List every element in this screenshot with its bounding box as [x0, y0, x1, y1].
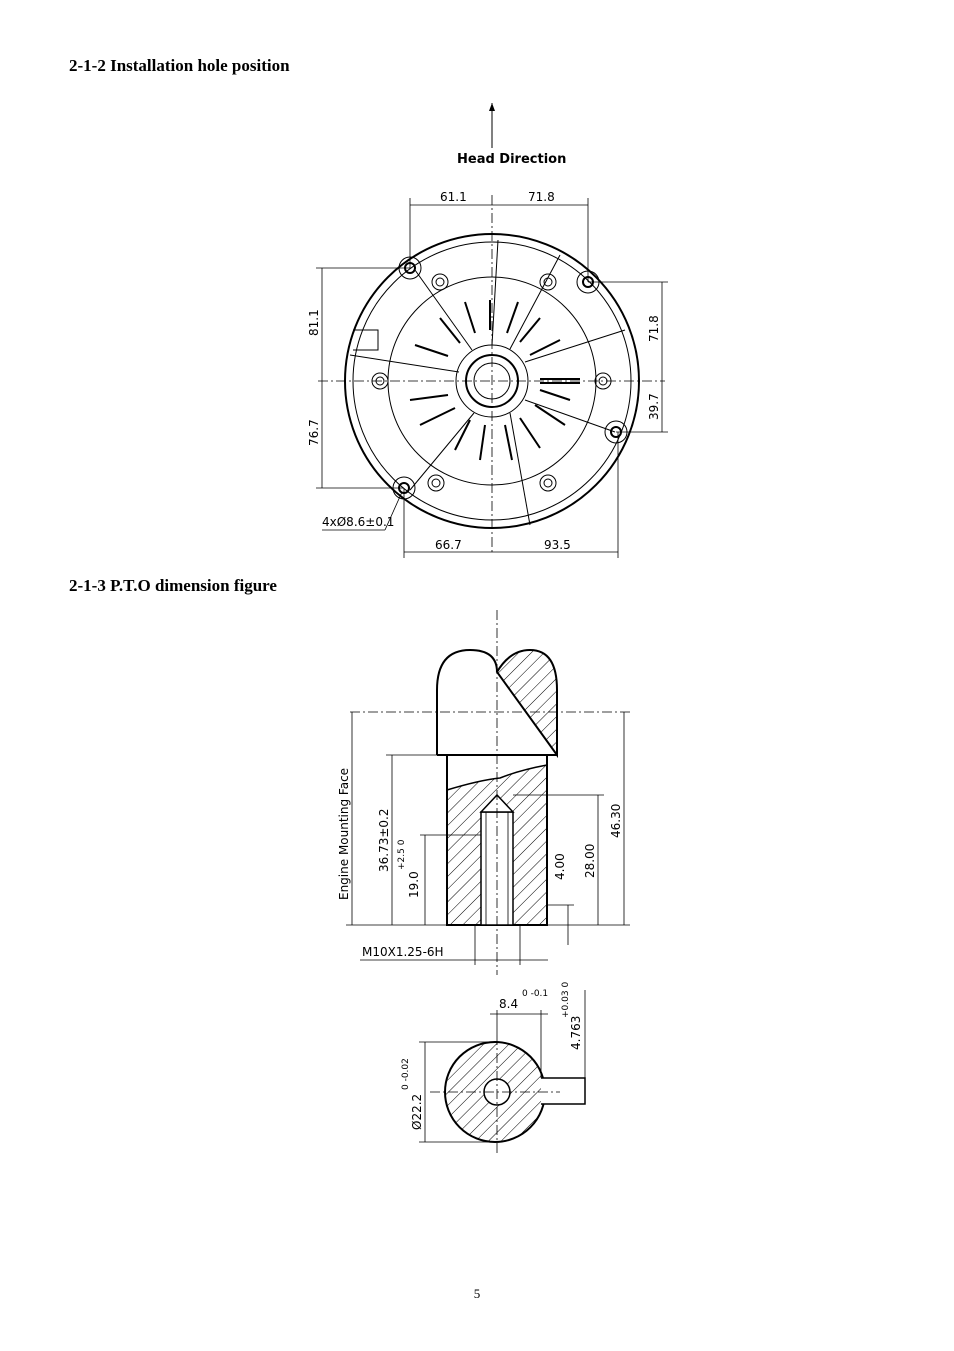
dim-right-upper: 71.8 [647, 315, 661, 342]
dim-4763-tolerance: +0.03 0 [561, 981, 571, 1018]
thread-spec: M10X1.25-6H [362, 945, 444, 959]
dim-right-lower: 39.7 [647, 393, 661, 420]
dim-left-upper: 81.1 [307, 309, 321, 336]
dim-bottom-right: 93.5 [544, 538, 571, 552]
dim-222-tolerance: 0 -0.02 [401, 1058, 411, 1090]
dim-19-tolerance: +2.5 0 [397, 839, 407, 870]
dim-84-tolerance: 0 -0.1 [522, 989, 549, 999]
hole-callout: 4xØ8.6±0.1 [322, 515, 395, 529]
dim-19: 19.0 [407, 871, 421, 898]
shaft-end-section [497, 650, 557, 755]
installation-drawing [307, 103, 668, 558]
dim-top-left: 61.1 [440, 190, 467, 204]
dim-4763: 4.763 [569, 1015, 583, 1050]
heading-pto-dimension-figure: 2-1-3 P.T.O dimension figure [69, 576, 277, 595]
heading-installation-hole-position: 2-1-2 Installation hole position [69, 56, 290, 75]
key-slot [541, 1078, 585, 1104]
page-number: 5 [473, 1286, 481, 1301]
dim-bottom-left: 66.7 [435, 538, 462, 552]
dim-28: 28.00 [583, 843, 597, 878]
dim-left-lower: 76.7 [307, 419, 321, 446]
shaft-end-left [437, 650, 497, 755]
mounting-holes [372, 257, 627, 499]
dim-84: 8.4 [499, 997, 519, 1011]
dim-top-right: 71.8 [528, 190, 555, 204]
dim-46: 46.30 [609, 803, 623, 838]
dim-222: Ø22.2 [410, 1093, 424, 1130]
head-direction-label: Head Direction [457, 152, 567, 167]
dim-4: 4.00 [553, 853, 567, 880]
engine-mounting-face-label: Engine Mounting Face [337, 767, 351, 900]
pto-drawing [337, 610, 630, 1155]
arrow-head-icon [489, 103, 495, 111]
dim-36: 36.73±0.2 [377, 808, 391, 872]
